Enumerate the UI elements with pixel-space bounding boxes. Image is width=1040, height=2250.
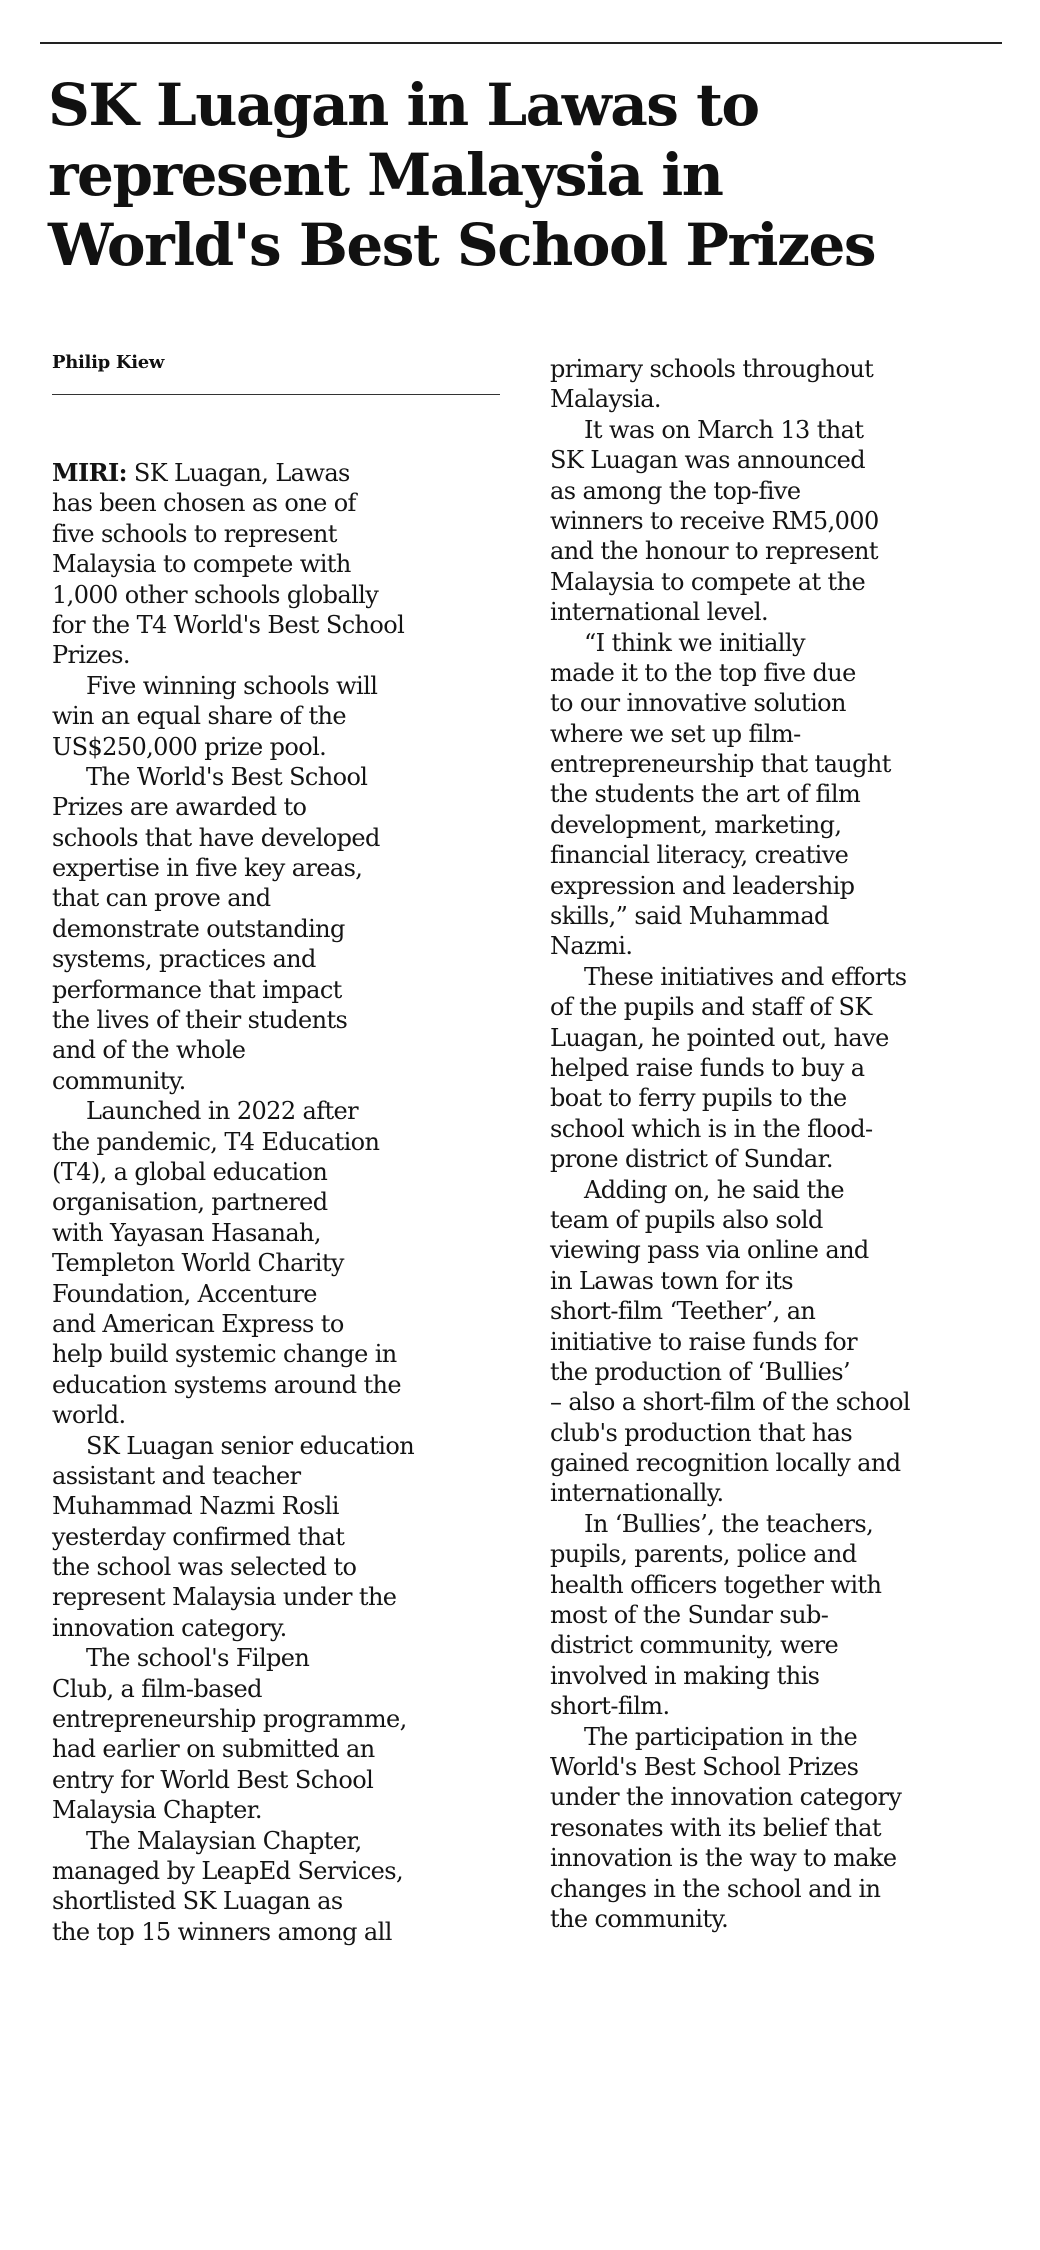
article-line-text: and of the whole [52, 1036, 246, 1065]
article-line-text: most of the Sundar sub- [550, 1601, 829, 1630]
article-line-text: organisation, partnered [52, 1188, 328, 1217]
article-line-text: the pandemic, T4 Education [52, 1127, 380, 1156]
article-line-text: health officers together with [550, 1570, 882, 1599]
top-rule [40, 42, 1002, 44]
article-line [52, 1218, 512, 1248]
article-line [52, 1096, 512, 1126]
article-line [550, 962, 1010, 992]
article-line [52, 458, 512, 488]
article-line [52, 1826, 512, 1856]
article-line-text: the community. [550, 1904, 729, 1933]
article-line [52, 1582, 512, 1612]
article-line-text: international level. [550, 598, 769, 627]
article-column-right [550, 354, 1010, 1934]
article-line [52, 762, 512, 792]
article-line [52, 975, 512, 1005]
article-line [550, 1722, 1010, 1752]
article-line-text: primary schools throughout [550, 355, 874, 383]
article-line-text: shortlisted SK Luagan as [52, 1887, 343, 1916]
article-line-text: The Malaysian Chapter, [86, 1826, 362, 1855]
article-line-text: 1,000 other schools globally [52, 580, 379, 609]
article-line [52, 1157, 512, 1187]
article-line-text: internationally. [550, 1479, 724, 1508]
article-line-text: five schools to represent [52, 519, 337, 548]
article-line-text: demonstrate outstanding [52, 914, 345, 943]
article-line [52, 1917, 512, 1947]
article-line [52, 1035, 512, 1065]
article-line [550, 1387, 1010, 1417]
article-line [52, 1856, 512, 1886]
article-line-text: district community, were [550, 1631, 839, 1660]
article-line [550, 992, 1010, 1022]
article-line [52, 1431, 512, 1461]
article-line [550, 871, 1010, 901]
article-line [52, 1279, 512, 1309]
article-line [52, 519, 512, 549]
article-line [52, 1643, 512, 1673]
article-line-text: viewing pass via online and [550, 1236, 869, 1265]
article-line-text: skills,” said Muhammad [550, 902, 829, 931]
article-line-text: yesterday confirmed that [52, 1522, 345, 1551]
article-line [52, 1005, 512, 1035]
article-line-text: entrepreneurship that taught [550, 750, 891, 779]
byline-rule [52, 394, 500, 395]
article-line [550, 931, 1010, 961]
article-line-text: for the T4 World's Best School [52, 610, 405, 639]
article-line [550, 1114, 1010, 1144]
article-line [550, 1570, 1010, 1600]
article-line-text: SK Luagan senior education [86, 1431, 415, 1460]
article-line-text: It was on March 13 that [584, 415, 864, 444]
article-line [550, 1782, 1010, 1812]
article-line-text: the school was selected to [52, 1553, 357, 1582]
article-line [52, 853, 512, 883]
article-line [550, 1357, 1010, 1387]
article-line [550, 1144, 1010, 1174]
article-line-text: as among the top-five [550, 476, 801, 505]
article-line-text: has been chosen as one of [52, 489, 356, 518]
article-line [550, 779, 1010, 809]
article-line-text: had earlier on submitted an [52, 1735, 375, 1764]
article-line [550, 476, 1010, 506]
article-line [550, 1448, 1010, 1478]
article-line [550, 628, 1010, 658]
article-line-text: entry for World Best School [52, 1765, 374, 1794]
article-line [550, 354, 1010, 384]
article-line [52, 1339, 512, 1369]
headline-line: represent Malaysia in [48, 141, 723, 209]
headline-line: SK Luagan in Lawas to [48, 71, 759, 139]
article-line-text: managed by LeapEd Services, [52, 1856, 404, 1885]
article-line [550, 1539, 1010, 1569]
article-line-text: involved in making this [550, 1661, 820, 1690]
article-line [550, 1418, 1010, 1448]
article-line-text: schools that have developed [52, 823, 380, 852]
article-line-text: Launched in 2022 after [86, 1097, 359, 1126]
article-line [550, 719, 1010, 749]
article-line [52, 640, 512, 670]
article-line [550, 415, 1010, 445]
article-line-text: in Lawas town for its [550, 1266, 793, 1295]
article-line [550, 901, 1010, 931]
article-line [52, 580, 512, 610]
article-line [52, 1613, 512, 1643]
article-line [52, 1704, 512, 1734]
article-line [52, 1886, 512, 1916]
article-line-text: pupils, parents, police and [550, 1540, 857, 1569]
article-line-text: financial literacy, creative [550, 841, 849, 870]
article-line-text: US$250,000 prize pool. [52, 732, 327, 761]
article-line [52, 1066, 512, 1096]
article-line-text: The participation in the [584, 1722, 858, 1751]
article-line [52, 1127, 512, 1157]
article-line [550, 567, 1010, 597]
article-line [52, 1491, 512, 1521]
article-line [550, 1266, 1010, 1296]
article-line [52, 610, 512, 640]
article-line-text: Prizes are awarded to [52, 793, 307, 822]
article-line-text: Prizes. [52, 641, 130, 670]
article-line [550, 1205, 1010, 1235]
article-line-text: expression and leadership [550, 871, 855, 900]
article-line [550, 536, 1010, 566]
article-line-text: innovation category. [52, 1613, 287, 1642]
article-line [550, 749, 1010, 779]
article-line-text: where we set up film- [550, 719, 801, 748]
article-line [550, 506, 1010, 536]
article-line-text: education systems around the [52, 1370, 402, 1399]
article-line-text: winners to receive RM5,000 [550, 506, 879, 535]
article-line-text: prone district of Sundar. [550, 1145, 833, 1174]
article-line [52, 1309, 512, 1339]
article-line [52, 488, 512, 518]
article-line [52, 914, 512, 944]
article-line-text: SK Luagan, Lawas [126, 459, 350, 487]
article-line-text: the students the art of film [550, 780, 861, 809]
article-line [52, 823, 512, 853]
article-line [550, 1023, 1010, 1053]
article-line-text: and the honour to represent [550, 537, 878, 566]
article-line-text: initiative to raise funds for [550, 1327, 857, 1356]
article-line-text: innovation is the way to make [550, 1844, 897, 1873]
article-line-text: Malaysia to compete at the [550, 567, 866, 596]
article-line [550, 1691, 1010, 1721]
article-line-text: Adding on, he said the [584, 1175, 845, 1204]
article-line [550, 1053, 1010, 1083]
article-line-text: gained recognition locally and [550, 1449, 901, 1478]
article-line [550, 840, 1010, 870]
article-line-text: resonates with its belief that [550, 1813, 881, 1842]
article-line-text: Five winning schools will [86, 671, 378, 700]
article-line [550, 1600, 1010, 1630]
article-line-text: help build systemic change in [52, 1340, 397, 1369]
article-line [550, 1509, 1010, 1539]
article-line-text: made it to the top five due [550, 658, 856, 687]
dateline: MIRI: [52, 458, 127, 487]
article-line [550, 1813, 1010, 1843]
article-line [550, 1752, 1010, 1782]
article-line-text: win an equal share of the [52, 702, 346, 731]
article-line [550, 1083, 1010, 1113]
article-line-text: short-film. [550, 1692, 670, 1721]
article-line [52, 549, 512, 579]
article-line [550, 384, 1010, 414]
article-line [52, 732, 512, 762]
article-line [52, 1400, 512, 1430]
article-line-text: SK Luagan was announced [550, 446, 866, 475]
article-line [52, 1795, 512, 1825]
article-line-text: “I think we initially [584, 628, 805, 657]
article-line [52, 1370, 512, 1400]
article-line-text: These initiatives and efforts [584, 962, 907, 991]
article-line [550, 597, 1010, 627]
article-line-text: Nazmi. [550, 932, 633, 961]
article-line [550, 688, 1010, 718]
headline [48, 70, 1008, 280]
article-line [52, 1552, 512, 1582]
article-line-text: changes in the school and in [550, 1874, 881, 1903]
article-line-text: World's Best School Prizes [550, 1752, 859, 1781]
article-line-text: team of pupils also sold [550, 1205, 823, 1234]
article-line-text: community. [52, 1066, 186, 1095]
headline-line: World's Best School Prizes [48, 211, 876, 279]
article-line-text: under the innovation category [550, 1783, 902, 1812]
article-line [550, 658, 1010, 688]
article-line-text: performance that impact [52, 975, 342, 1004]
article-line-text: of the pupils and staff of SK [550, 993, 872, 1022]
article-line-text: The school's Filpen [86, 1644, 310, 1673]
article-line [52, 1522, 512, 1552]
article-line-text: the production of ‘Bullies’ [550, 1357, 850, 1386]
article-line [550, 1296, 1010, 1326]
article-line-text: development, marketing, [550, 810, 842, 839]
article-line [550, 1661, 1010, 1691]
article-line [550, 810, 1010, 840]
article-line-text: with Yayasan Hasanah, [52, 1218, 321, 1247]
article-line-text: short-film ‘Teether’, an [550, 1297, 816, 1326]
article-line [52, 944, 512, 974]
article-line-text: the lives of their students [52, 1006, 348, 1035]
article-line [550, 1175, 1010, 1205]
article-line [52, 1765, 512, 1795]
article-line-text: – also a short-film of the school [550, 1388, 910, 1417]
article-line [550, 1478, 1010, 1508]
article-line-text: Templeton World Charity [52, 1249, 344, 1278]
article-line-text: systems, practices and [52, 945, 316, 974]
article-line-text: entrepreneurship programme, [52, 1705, 407, 1734]
article-line-text: the top 15 winners among all [52, 1917, 392, 1946]
article-line-text: Malaysia. [550, 385, 661, 414]
article-line-text: world. [52, 1401, 126, 1430]
article-line-text: boat to ferry pupils to the [550, 1084, 847, 1113]
article-line [52, 671, 512, 701]
article-line-text: Luagan, he pointed out, have [550, 1023, 889, 1052]
article-line-text: and American Express to [52, 1309, 344, 1338]
article-line [52, 792, 512, 822]
article-line [52, 1674, 512, 1704]
article-line-text: The World's Best School [86, 762, 368, 791]
article-line-text: Muhammad Nazmi Rosli [52, 1492, 339, 1521]
article-line [52, 1461, 512, 1491]
article-line [550, 1874, 1010, 1904]
article-line [52, 1248, 512, 1278]
article-line-text: Foundation, Accenture [52, 1279, 317, 1308]
article-line [52, 883, 512, 913]
article-line [550, 1843, 1010, 1873]
article-line [550, 1904, 1010, 1934]
article-column-left [52, 458, 512, 1947]
article-line-text: helped raise funds to buy a [550, 1053, 865, 1082]
article-line [550, 1327, 1010, 1357]
article-line-text: Club, a film-based [52, 1674, 262, 1703]
article-line [52, 1734, 512, 1764]
article-line-text: to our innovative solution [550, 689, 846, 718]
article-line-text: school which is in the flood- [550, 1114, 873, 1143]
article-line-text: that can prove and [52, 884, 271, 913]
article-line-text: Malaysia Chapter. [52, 1796, 262, 1825]
article-line-text: represent Malaysia under the [52, 1583, 397, 1612]
article-line [52, 1187, 512, 1217]
article-line-text: In ‘Bullies’, the teachers, [584, 1509, 874, 1538]
article-line-text: expertise in five key areas, [52, 854, 363, 883]
article-line [550, 1235, 1010, 1265]
article-line-text: (T4), a global education [52, 1157, 328, 1186]
article-line [52, 701, 512, 731]
byline: Philip Kiew [52, 352, 165, 373]
article-line [550, 445, 1010, 475]
article-line [550, 1630, 1010, 1660]
article-line-text: club's production that has [550, 1418, 853, 1447]
article-line-text: Malaysia to compete with [52, 550, 351, 579]
article-line-text: assistant and teacher [52, 1461, 301, 1490]
